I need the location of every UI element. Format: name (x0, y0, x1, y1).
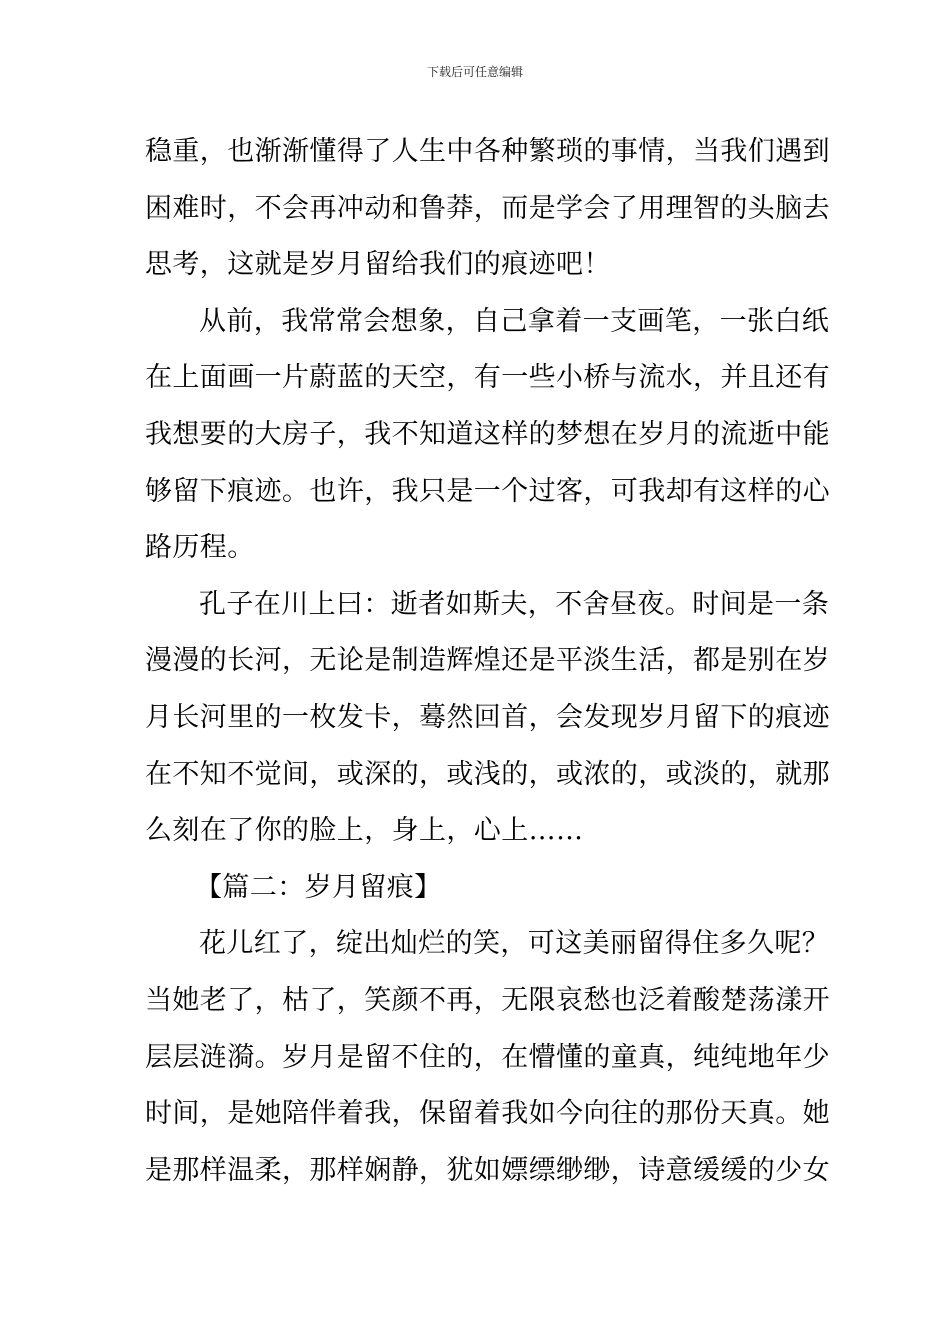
body-text (145, 128, 830, 1203)
section-heading: 【篇二：岁月留痕】 (195, 871, 442, 903)
text-line: 当她老了，枯了，笑颜不再，无限哀愁也泛着酸楚荡漾开 (145, 984, 830, 1016)
text-line: 在上面画一片蔚蓝的天空，有一些小桥与流水，并且还有 (145, 362, 830, 394)
text-line: 漫漫的长河，无论是制造辉煌还是平淡生活，都是别在岁 (145, 645, 830, 677)
text-line: 从前，我常常会想象，自己拿着一支画笔，一张白纸 (199, 305, 830, 337)
text-line: 花儿红了，绽出灿烂的笑，可这美丽留得住多久呢？ (199, 928, 830, 960)
text-line: 我想要的大房子，我不知道这样的梦想在岁月的流逝中能 (145, 418, 830, 450)
text-line: 时间，是她陪伴着我，保留着我如今向往的那份天真。她 (145, 1098, 830, 1130)
text-line: 困难时，不会再冲动和鲁莽，而是学会了用理智的头脑去 (145, 192, 830, 224)
text-line: 思考，这就是岁月留给我们的痕迹吧！ (145, 249, 611, 281)
text-line: 么刻在了你的脸上，身上，心上…… (145, 815, 584, 847)
text-line: 月长河里的一枚发卡，蓦然回首，会发现岁月留下的痕迹 (145, 701, 830, 733)
text-line: 是那样温柔，那样娴静，犹如嫖缥缈缈，诗意缓缓的少女 (145, 1154, 830, 1186)
text-line: 在不知不觉间，或深的，或浅的，或浓的，或淡的，就那 (145, 758, 830, 790)
text-line: 层层涟漪。岁月是留不住的，在懵懂的童真，纯纯地年少 (145, 1041, 830, 1073)
text-line: 稳重，也渐渐懂得了人生中各种繁琐的事情，当我们遇到 (145, 136, 830, 167)
text-line: 够留下痕迹。也许，我只是一个过客，可我却有这样的心 (145, 475, 830, 507)
page-header: 下载后可任意编辑 (426, 65, 523, 79)
text-line: 孔子在川上曰：逝者如斯夫，不舍昼夜。时间是一条 (199, 588, 830, 620)
text-line: 路历程。 (145, 532, 255, 564)
